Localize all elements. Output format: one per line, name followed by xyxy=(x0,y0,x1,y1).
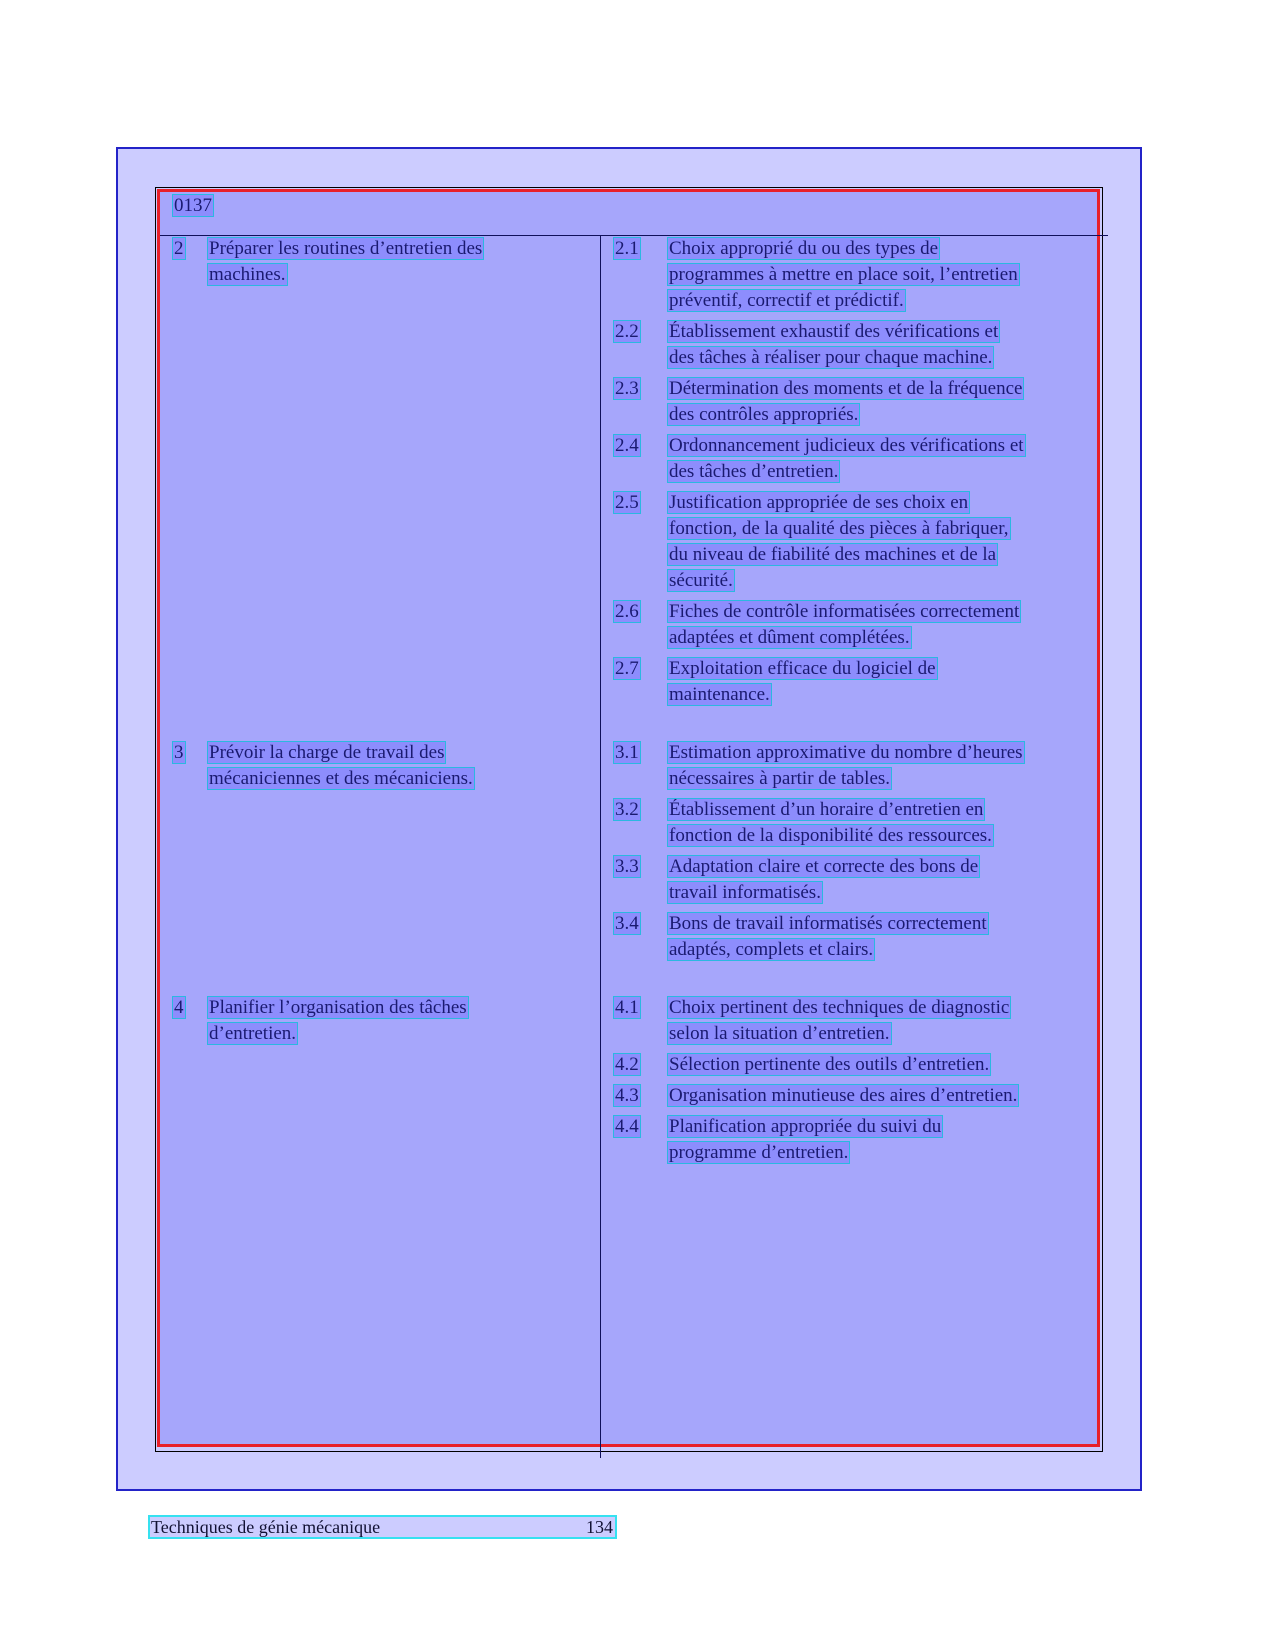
criterion-number: 2.2 xyxy=(615,321,639,342)
criterion-text-line: Ordonnancement judicieux des vérifications et xyxy=(669,435,1024,456)
element-text-line: mécaniciennes et des mécaniciens. xyxy=(209,768,473,789)
element-text-line: d’entretien. xyxy=(209,1023,297,1044)
criterion-text-line: fonction, de la qualité des pièces à fabriquer, xyxy=(669,518,1009,539)
criterion-number: 2.4 xyxy=(615,435,639,456)
criterion-text-line: Sélection pertinente des outils d’entretien. xyxy=(669,1054,990,1075)
criterion-text-line: des tâches d’entretien. xyxy=(669,461,839,482)
criterion-number: 4.1 xyxy=(615,997,639,1018)
criterion-text-line: maintenance. xyxy=(669,684,770,705)
criterion-text-line: programme d’entretien. xyxy=(669,1142,849,1163)
criterion-number: 2.1 xyxy=(615,238,639,259)
criterion-number: 3.3 xyxy=(615,856,639,877)
criterion-number: 4.2 xyxy=(615,1054,639,1075)
criterion-text-line: préventif, correctif et prédictif. xyxy=(669,290,904,311)
criterion-number: 4.3 xyxy=(615,1085,639,1106)
criterion-text-line: nécessaires à partir de tables. xyxy=(669,768,891,789)
footer-title: Techniques de génie mécanique xyxy=(151,1517,381,1537)
criterion-text-line: Planification appropriée du suivi du xyxy=(669,1116,942,1137)
criterion-text-line: travail informatisés. xyxy=(669,882,821,903)
criterion-text-line: Justification appropriée de ses choix en xyxy=(669,492,969,513)
criterion-number: 2.5 xyxy=(615,492,639,513)
criterion-text-line: sécurité. xyxy=(669,570,733,591)
criterion-number: 2.6 xyxy=(615,601,639,622)
element-text-line: Préparer les routines d’entretien des xyxy=(209,238,483,259)
element-text-line: machines. xyxy=(209,264,286,285)
criterion-text-line: Fiches de contrôle informatisées correctement xyxy=(669,601,1020,622)
header-divider xyxy=(160,235,1108,236)
element-number: 4 xyxy=(174,997,184,1018)
criterion-text-line: Choix pertinent des techniques de diagnostic xyxy=(669,997,1010,1018)
criterion-number: 2.3 xyxy=(615,378,639,399)
criterion-text-line: adaptés, complets et clairs. xyxy=(669,939,874,960)
element-number: 3 xyxy=(174,742,184,763)
criterion-text-line: Organisation minutieuse des aires d’entretien. xyxy=(669,1085,1018,1106)
criterion-number: 4.4 xyxy=(615,1116,639,1137)
criterion-text-line: Exploitation efficace du logiciel de xyxy=(669,658,936,679)
column-divider xyxy=(600,236,601,1458)
criterion-text-line: des tâches à réaliser pour chaque machine. xyxy=(669,347,993,368)
criterion-text-line: Bons de travail informatisés correctement xyxy=(669,913,987,934)
criterion-text-line: Établissement d’un horaire d’entretien en xyxy=(669,799,984,820)
criterion-text-line: fonction de la disponibilité des ressources. xyxy=(669,825,992,846)
criterion-number: 2.7 xyxy=(615,658,639,679)
competency-code: 0137 xyxy=(174,195,212,216)
criterion-text-line: Estimation approximative du nombre d’heures xyxy=(669,742,1023,763)
criterion-text-line: Détermination des moments et de la fréquence xyxy=(669,378,1023,399)
criterion-text-line: programmes à mettre en place soit, l’entretien xyxy=(669,264,1018,285)
criterion-text-line: Adaptation claire et correcte des bons de xyxy=(669,856,979,877)
criterion-text-line: adaptées et dûment complétées. xyxy=(669,627,910,648)
element-text-line: Prévoir la charge de travail des xyxy=(209,742,445,763)
criterion-number: 3.1 xyxy=(615,742,639,763)
criterion-number: 3.4 xyxy=(615,913,639,934)
criterion-text-line: des contrôles appropriés. xyxy=(669,404,859,425)
criterion-text-line: Choix approprié du ou des types de xyxy=(669,238,939,259)
criterion-text-line: Établissement exhaustif des vérifications et xyxy=(669,321,999,342)
criterion-number: 3.2 xyxy=(615,799,639,820)
criterion-text-line: du niveau de fiabilité des machines et de la xyxy=(669,544,997,565)
page-number: 134 xyxy=(586,1517,613,1537)
element-text-line: Planifier l’organisation des tâches xyxy=(209,997,467,1018)
element-number: 2 xyxy=(174,238,184,259)
criterion-text-line: selon la situation d’entretien. xyxy=(669,1023,890,1044)
